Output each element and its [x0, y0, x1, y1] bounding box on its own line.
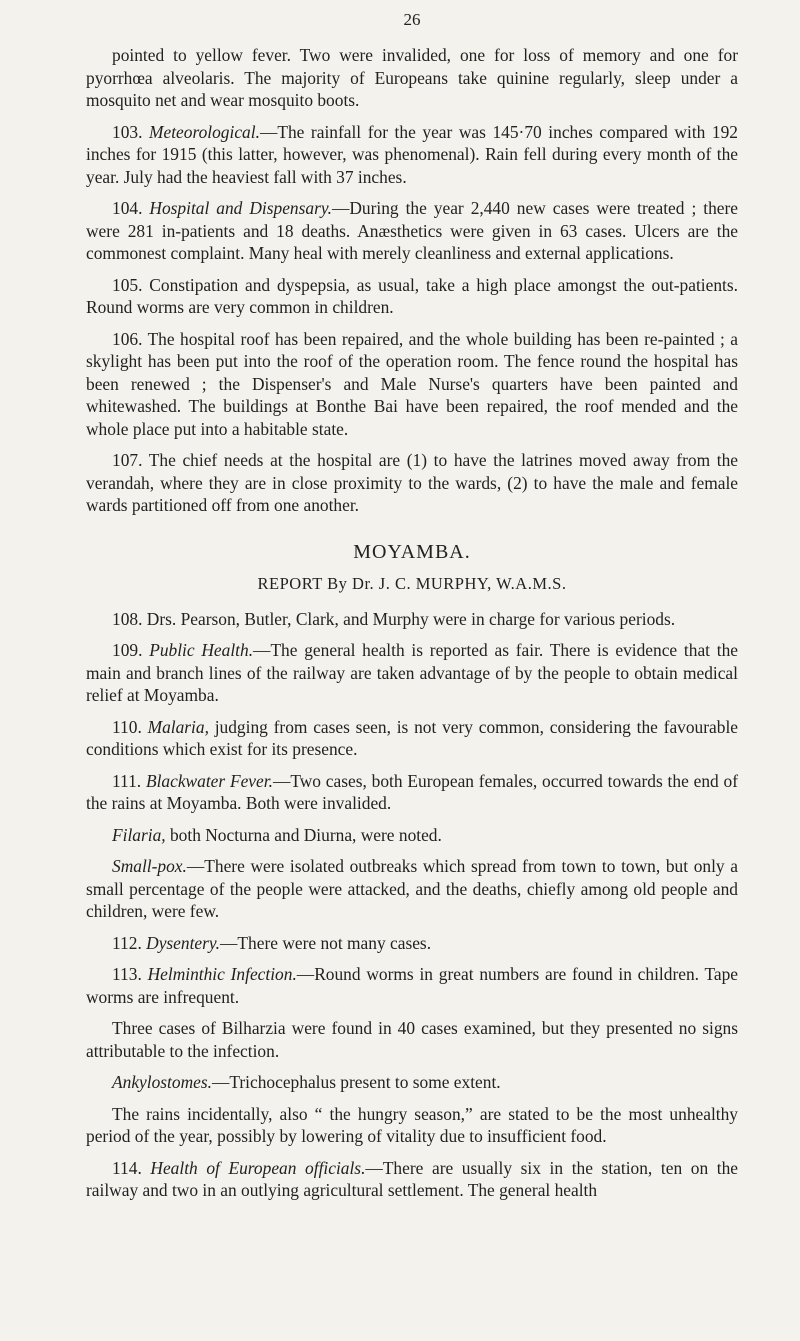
paragraph-text: —There were isolated outbreaks which spread from town to town, but only a small percentage of the people were attacked, and the deaths, chiefly among old people and children, were few.: [86, 856, 738, 921]
paragraph-text: Constipation and dyspepsia, as usual, take a high place amongst the out-patients. Round worms are very common in children.: [86, 274, 738, 317]
paragraph-heading: Hospital and Dispensary.: [149, 198, 332, 218]
paragraph-text: —During the year 2,440 new cases were treated ; there were 281 in-patients and 18 deaths. Anæsthetics were given in 63 cases. Ulcers are the commonest complaint. Many heal with merely cleanliness and external applications.: [86, 198, 738, 263]
paragraph-heading: Meteorological.: [149, 121, 260, 142]
section-title: MOYAMBA.: [353, 540, 471, 563]
paragraph-text: pointed to yellow fever. Two were invalided, one for loss of memory and one for pyorrhœa alveolaris. The majority of Europeans take quinine regularly, sleep under a mosquito net and wear mosquito boots.: [86, 45, 738, 110]
paragraph-heading: Dysentery.: [146, 932, 221, 953]
paragraph-number: 113.: [112, 964, 148, 984]
paragraph-text: The hospital roof has been repaired, and the whole building has been re-painted ; a skylight has been put into the roof of the operation room. The fence round the hospital has been renewed ; the Dispenser's and Male Nurse's quarters have been painted and whitewashed. The buildings at Bonthe Bai have been repaired, the roof mended and the whole place put into a habitable state.: [86, 328, 738, 439]
paragraph-heading: Blackwater Fever.: [145, 770, 273, 791]
paragraph-text: —There were not many cases.: [220, 932, 432, 953]
paragraph-number: 103.: [112, 121, 150, 142]
paragraph: [86, 639, 738, 707]
paragraph-heading: Filaria,: [112, 824, 166, 845]
paragraph-heading: Ankylostomes.: [112, 1072, 212, 1092]
paragraph: [86, 197, 738, 265]
paragraph-text: —Trichocephalus present to some extent.: [211, 1072, 501, 1092]
paragraph-text: Three cases of Bilharzia were found in 40 cases examined, but they presented no signs attributable to the infection.: [86, 1018, 738, 1061]
paragraph-number: 108.: [112, 608, 147, 629]
paragraph: [86, 1157, 738, 1202]
paragraph-heading: Helminthic Infection.: [147, 964, 297, 984]
paragraph-heading: Health of European officials.: [150, 1157, 366, 1178]
paragraph-number: 107.: [112, 450, 149, 470]
paragraph: [86, 274, 738, 319]
paragraph-number: 109.: [112, 640, 150, 660]
paragraph: [86, 855, 738, 923]
paragraph-heading: Malaria,: [147, 716, 209, 737]
paragraph-text: The chief needs at the hospital are (1) to have the latrines moved away from the verandah, where they are in close proximity to the wards, (2) to have the male and female wards partitioned off from one another.: [86, 450, 738, 515]
paragraph-heading: Small-pox.: [112, 856, 187, 876]
paragraph: [86, 824, 738, 847]
paragraph-text: judging from cases seen, is not very common, considering the favourable conditions which exist for its presence.: [86, 716, 739, 759]
paragraph-heading: Public Health.: [149, 640, 254, 660]
paragraph-number: 111.: [112, 770, 146, 791]
paragraph-number: 104.: [112, 198, 150, 218]
paragraph: [86, 963, 738, 1008]
page-number: 26: [403, 10, 421, 29]
paragraph-text: The rains incidentally, also “ the hungry season,” are stated to be the most unhealthy period of the year, possibly by lowering of vitality due to insufficient food.: [86, 1103, 738, 1146]
paragraph-text: —The general health is reported as fair. There is evidence that the main and branch lines of the railway are taken advantage of by the people to obtain medical relief at Moyamba.: [86, 640, 739, 705]
report-byline: REPORT By Dr. J. C. MURPHY, W.A.M.S.: [257, 573, 567, 593]
paragraph-text: both Nocturna and Diurna, were noted.: [165, 824, 442, 845]
paragraph: [86, 1017, 738, 1062]
paragraph: [86, 44, 738, 112]
paragraph-number: 112.: [112, 932, 147, 953]
paragraph: [86, 328, 738, 441]
paragraph-text: —Round worms in great numbers are found in children. Tape worms are infrequent.: [86, 964, 739, 1007]
paragraph-text: —The rainfall for the year was 145·70 inches compared with 192 inches for 1915 (this latter, however, was phenomenal). Rain fell during every month of the year. July had the heaviest fall with 37 inches.: [86, 121, 739, 187]
paragraph: [86, 716, 738, 761]
paragraph: [86, 121, 738, 189]
paragraph: [86, 1103, 738, 1148]
paragraph-number: 105.: [112, 274, 150, 295]
paragraph: [86, 449, 738, 517]
paragraph: [86, 770, 738, 815]
paragraph-number: 114.: [112, 1157, 151, 1178]
paragraph-number: 106.: [112, 328, 148, 349]
paragraph-text: Drs. Pearson, Butler, Clark, and Murphy were in charge for various periods.: [146, 608, 676, 629]
bottom-paragraphs: [86, 608, 738, 1202]
paragraph: [86, 608, 738, 631]
paragraph: [86, 932, 738, 955]
paragraph-text: —Two cases, both European females, occurred towards the end of the rains at Moyamba. Both were invalided.: [86, 770, 738, 813]
paragraph-number: 110.: [112, 716, 148, 737]
paragraph-text: —There are usually six in the station, ten on the railway and two in an outlying agricultural settlement. The general health: [86, 1157, 738, 1200]
paragraph: [86, 1071, 738, 1094]
top-paragraphs: [86, 44, 738, 517]
